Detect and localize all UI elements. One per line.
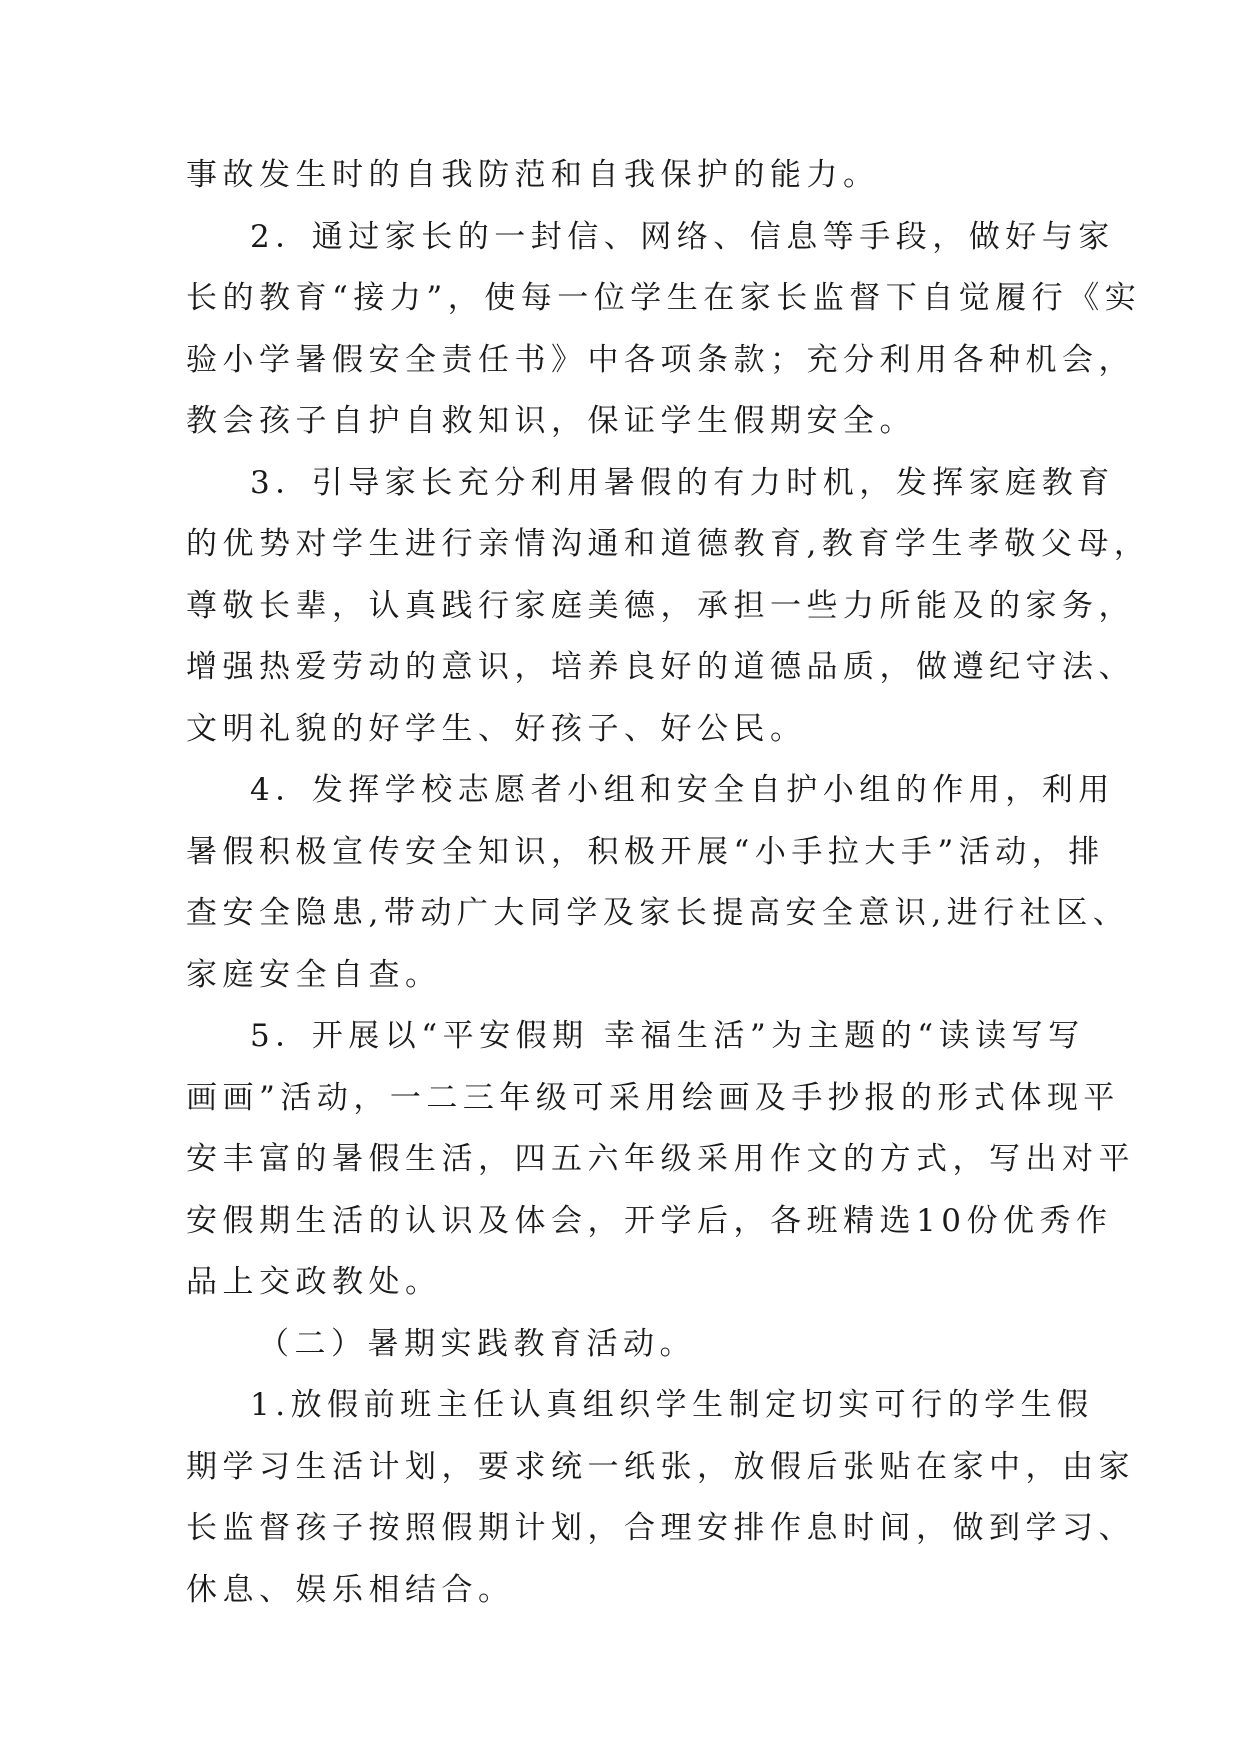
text-line: 家庭安全自查。 bbox=[186, 956, 442, 993]
text-line: 验小学暑假安全责任书》中各项条款；充分利用各种机会， bbox=[186, 341, 1135, 378]
text-line: 期学习生活计划，要求统一纸张，放假后张贴在家中，由家 bbox=[186, 1448, 1135, 1485]
text-line: 暑假积极宣传安全知识，积极开展“小手拉大手”活动，排 bbox=[186, 833, 1105, 870]
text-line: 教会孩子自护自救知识，保证学生假期安全。 bbox=[186, 403, 916, 439]
text-line: 文明礼貌的好学生、好孩子、好公民。 bbox=[186, 710, 807, 747]
section-heading: （二）暑期实践教育活动。 bbox=[258, 1325, 696, 1362]
text-line: 1.放假前班主任认真组织学生制定切实可行的学生假 bbox=[250, 1387, 1094, 1423]
text-line: 5．开展以“平安假期 幸福生活”为主题的“读读写写 bbox=[250, 1018, 1085, 1054]
text-line: 尊敬长辈，认真践行家庭美德，承担一些力所能及的家务， bbox=[186, 587, 1135, 624]
text-line: 安丰富的暑假生活，四五六年级采用作文的方式，写出对平 bbox=[186, 1141, 1135, 1177]
text-line: 休息、娱乐相结合。 bbox=[186, 1571, 515, 1608]
text-line: 画画”活动，一二三年级可采用绘画及手抄报的形式体现平 bbox=[186, 1079, 1120, 1116]
text-line: 品上交政教处。 bbox=[186, 1264, 442, 1300]
text-line: 事故发生时的自我防范和自我保护的能力。 bbox=[186, 157, 880, 193]
text-line: 安假期生活的认识及体会，开学后，各班精选10份优秀作 bbox=[186, 1202, 1113, 1239]
document-body bbox=[186, 155, 1151, 1631]
text-line: 4．发挥学校志愿者小组和安全自护小组的作用，利用 bbox=[250, 772, 1115, 808]
text-line: 2．通过家长的一封信、网络、信息等手段，做好与家 bbox=[250, 218, 1115, 255]
text-line: 长监督孩子按照假期计划，合理安排作息时间，做到学习、 bbox=[186, 1510, 1135, 1546]
text-line: 查安全隐患,带动广大同学及家长提高安全意识,进行社区、 bbox=[186, 895, 1130, 931]
text-line: 3．引导家长充分利用暑假的有力时机，发挥家庭教育 bbox=[250, 464, 1115, 501]
text-line: 长的教育“接力”，使每一位学生在家长监督下自觉履行《实 bbox=[186, 280, 1142, 316]
text-line: 增强热爱劳动的意识，培养良好的道德品质，做遵纪守法、 bbox=[186, 649, 1135, 685]
text-line: 的优势对学生进行亲情沟通和道德教育,教育学生孝敬父母， bbox=[186, 526, 1151, 562]
